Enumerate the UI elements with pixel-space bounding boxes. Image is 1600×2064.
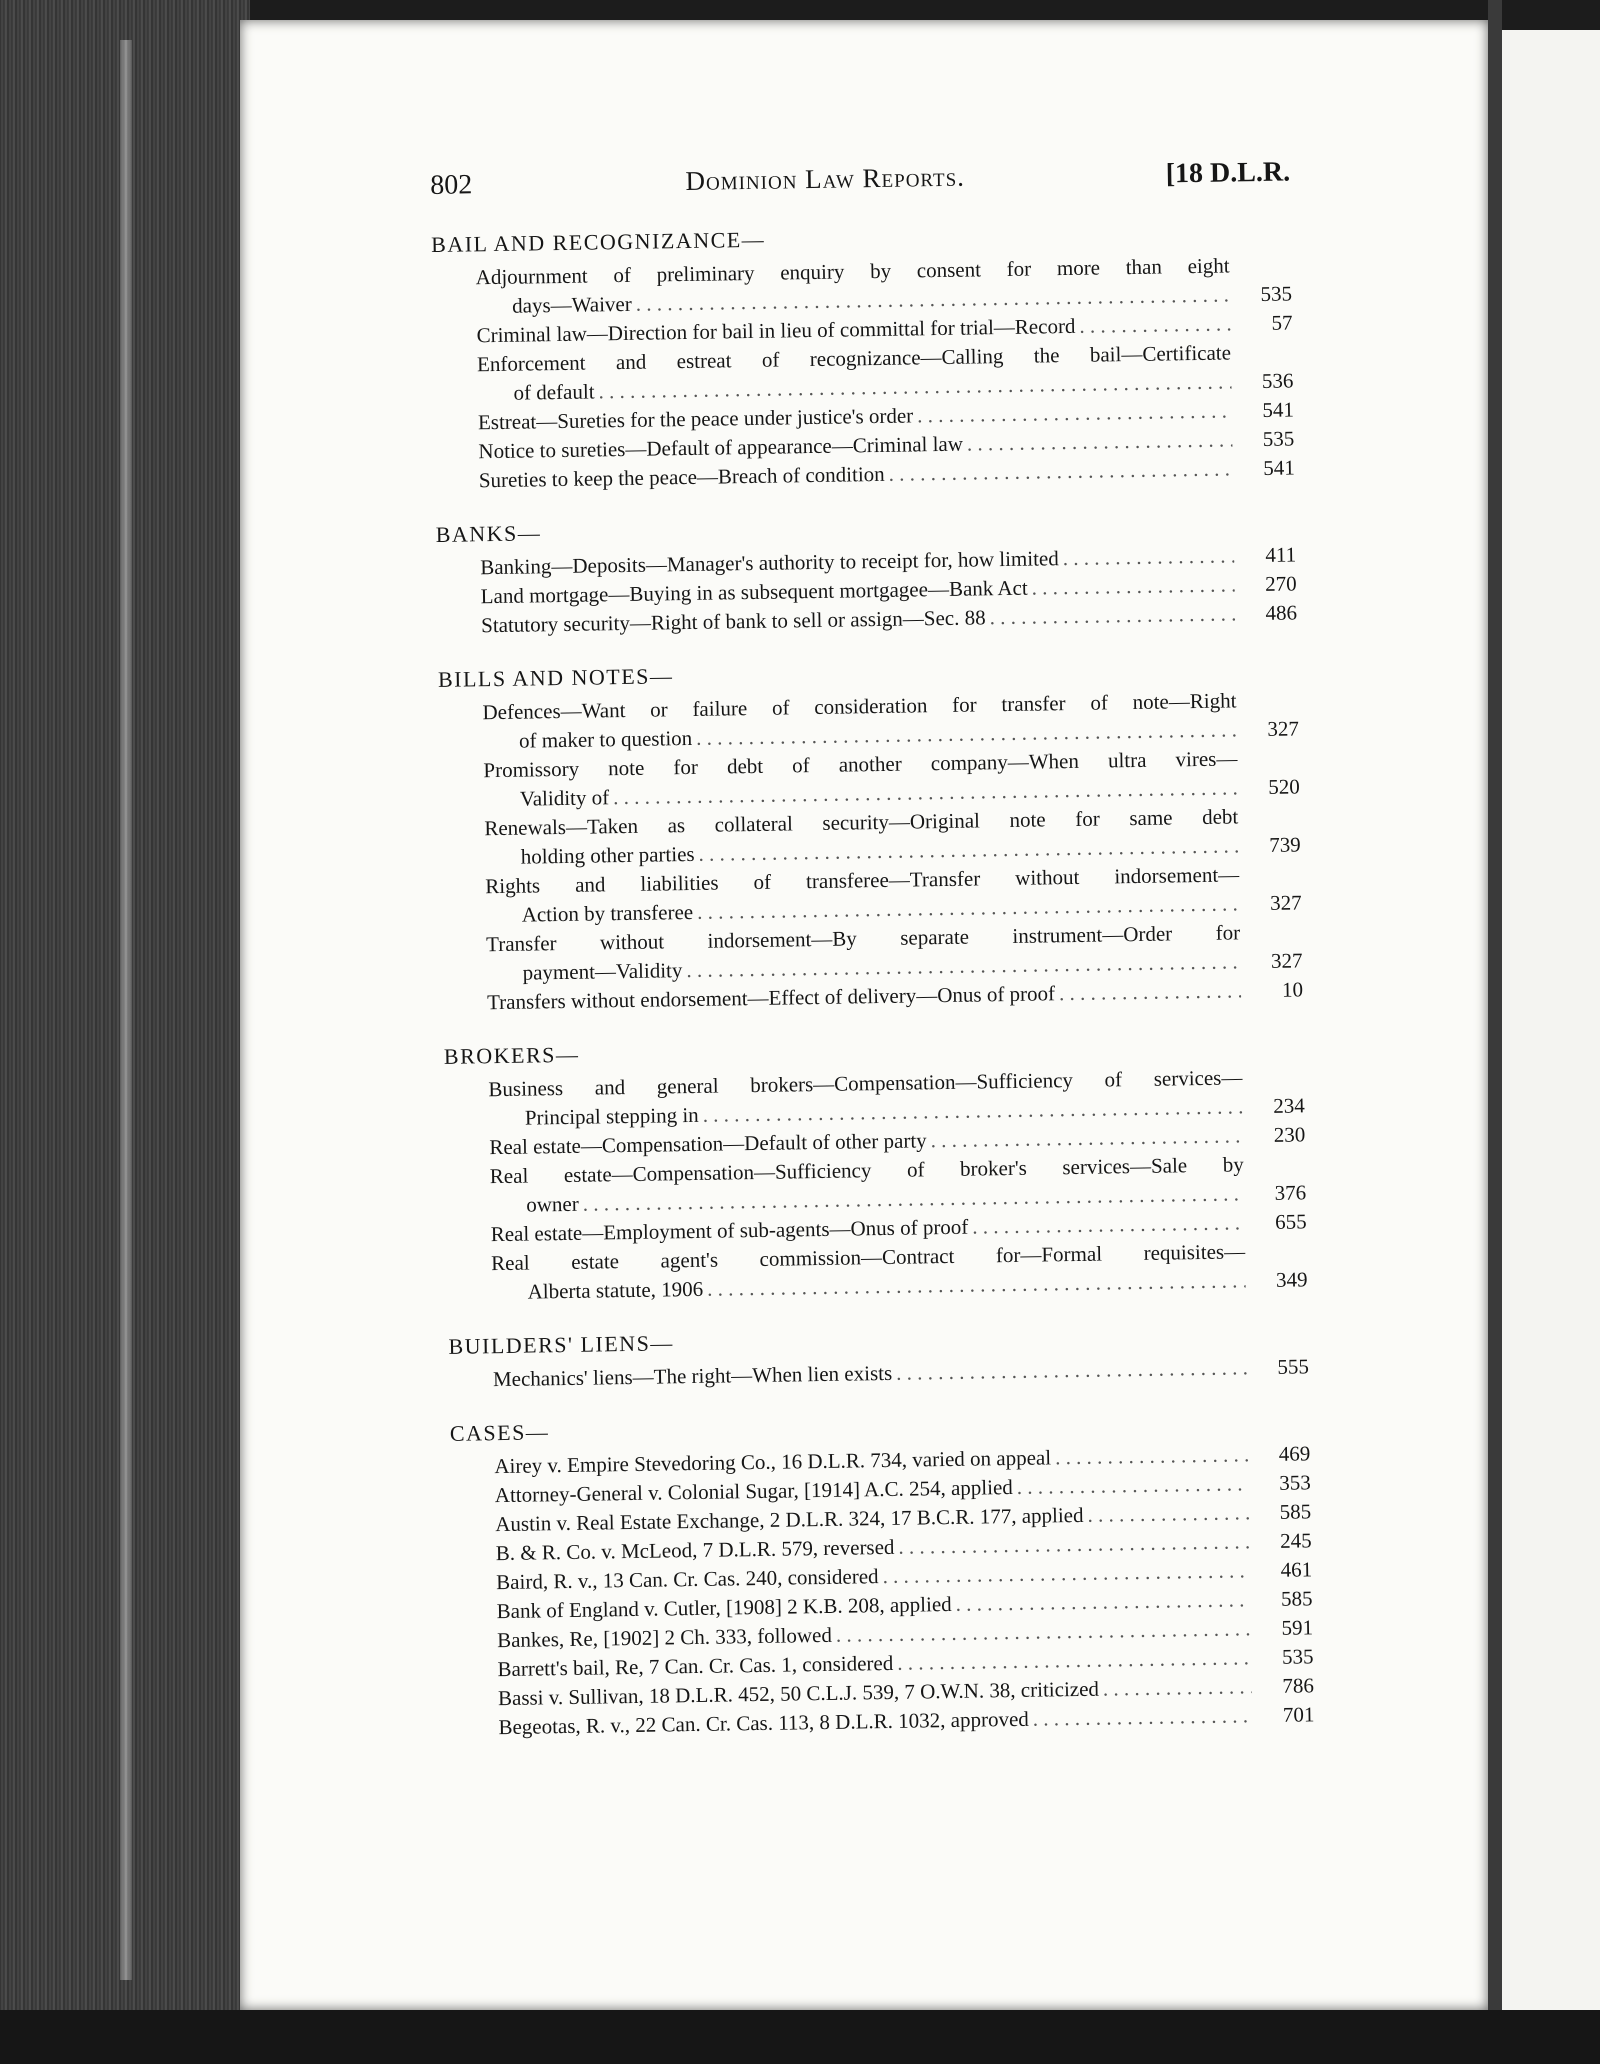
page-reference: 349 — [1275, 1267, 1308, 1292]
book-edge-highlight — [120, 40, 132, 1980]
page-reference: 585 — [1279, 1499, 1312, 1524]
dot-leader — [1079, 309, 1231, 340]
entry-text-first-line: Renewals—Taken as collateral security—Original note for same debt — [484, 804, 1239, 841]
entry-text: Begeotas, R. v., 22 Can. Cr. Cas. 113, 8 D.L.R. 1032, approved — [498, 1706, 1029, 1740]
book-page-edges — [0, 0, 250, 2064]
entry-text: Principal stepping in — [524, 1102, 699, 1130]
entry-text: Airey v. Empire Stevedoring Co., 16 D.L.R. 734, varied on appeal — [494, 1445, 1052, 1479]
page-reference: 786 — [1282, 1673, 1315, 1698]
page-reference: 327 — [1269, 890, 1302, 915]
page-reference: 411 — [1265, 542, 1297, 567]
dot-leader — [955, 1585, 1250, 1619]
entry-text: Bankes, Re, [1902] 2 Ch. 333, followed — [496, 1622, 833, 1653]
book-gutter — [1488, 0, 1502, 2064]
entry-text: Validity of — [519, 785, 610, 811]
dot-leader — [888, 454, 1233, 488]
entry-text: Baird, R. v., 13 Can. Cr. Cas. 240, considered — [496, 1564, 879, 1595]
section-heading: BAIL AND RECOGNIZANCE— — [430, 226, 766, 257]
page-reference: 535 — [1262, 426, 1295, 451]
entry-text-first-line: Defences—Want or failure of consideration for transfer of note—Right — [482, 688, 1237, 725]
page-reference: 230 — [1273, 1122, 1306, 1147]
dot-leader — [967, 425, 1233, 458]
entry-text: payment—Validity — [522, 958, 683, 985]
index-section — [431, 218, 1295, 495]
entry-text: holding other parties — [520, 841, 695, 869]
entry-text-first-line: Promissory note for debt of another company—When ultra vires— — [483, 746, 1238, 783]
index-section — [438, 653, 1303, 1017]
entry-text: Transfers without endorsement—Effect of delivery—Onus of proof — [486, 981, 1056, 1015]
entry-text-first-line: Business and general brokers—Compensation—Sufficiency of services— — [488, 1065, 1243, 1102]
page-reference: 535 — [1281, 1644, 1314, 1669]
volume-reference: [18 D.L.R. — [1165, 156, 1291, 190]
page-reference: 327 — [1267, 716, 1300, 741]
page-reference: 353 — [1279, 1470, 1311, 1495]
dot-leader — [972, 1208, 1245, 1241]
facing-page — [1502, 30, 1600, 2020]
index-section — [436, 508, 1298, 640]
dot-leader — [1063, 541, 1235, 573]
section-heading: BANKS— — [435, 520, 542, 547]
page-reference: 555 — [1277, 1354, 1310, 1379]
entry-text: Estreat—Sureties for the peace under justice's order — [477, 403, 914, 435]
section-heading: BROKERS— — [443, 1041, 580, 1069]
entry-text-first-line: Rights and liabilities of transferee—Transfer without indorsement— — [485, 862, 1240, 899]
entry-text: Sureties to keep the peace—Breach of condition — [478, 461, 885, 493]
page-reference: 701 — [1282, 1702, 1315, 1727]
page-reference: 461 — [1280, 1557, 1313, 1582]
entry-text: Notice to sureties—Default of appearance—Criminal law — [478, 431, 964, 464]
page-reference: 10 — [1281, 977, 1304, 1002]
entry-text: owner — [526, 1191, 579, 1217]
page-reference: 535 — [1260, 281, 1293, 306]
dot-leader — [1033, 1701, 1253, 1733]
page-reference: 591 — [1281, 1615, 1314, 1640]
entry-text-line — [493, 1353, 1247, 1394]
index-entry — [447, 1236, 1308, 1308]
entry-text: B. & R. Co. v. McLeod, 7 D.L.R. 579, reversed — [495, 1534, 895, 1566]
dot-leader — [989, 599, 1235, 632]
dot-leader — [896, 1353, 1247, 1388]
index-entry — [449, 1352, 1309, 1395]
index-section — [450, 1407, 1315, 1742]
entry-text-first-line: Transfer without indorsement—By separate instrument—Order for — [485, 920, 1241, 957]
section-heading: CASES— — [449, 1419, 550, 1446]
page-reference: 376 — [1274, 1180, 1307, 1205]
index-section — [448, 1320, 1309, 1395]
dot-leader — [1103, 1672, 1252, 1703]
entry-text: of maker to question — [518, 725, 693, 753]
page-reference: 486 — [1265, 600, 1298, 625]
entry-text-first-line: Enforcement and estreat of recognizance—Calling the bail—Certificate — [476, 340, 1232, 377]
entry-text: Bank of England v. Cutler, [1908] 2 K.B. 208, applied — [496, 1591, 952, 1624]
entry-text-first-line: Real estate agent's commission—Contract for—Formal requisites— — [490, 1239, 1246, 1276]
page-number: 802 — [430, 169, 473, 201]
entry-text: Alberta statute, 1906 — [527, 1276, 704, 1304]
entry-text: Barrett's bail, Re, 7 Can. Cr. Cas. 1, considered — [497, 1650, 894, 1682]
page-reference: 245 — [1279, 1528, 1312, 1553]
entry-text: Statutory security—Right of bank to sell or assign—Sec. 88 — [480, 605, 986, 638]
entry-text: Bassi v. Sullivan, 18 D.L.R. 452, 50 C.L.J. 539, 7 O.W.N. 38, criticized — [497, 1676, 1100, 1711]
scan-background — [0, 2010, 1600, 2064]
section-heading: BUILDERS' LIENS— — [448, 1330, 675, 1359]
page-reference: 57 — [1271, 310, 1293, 335]
index-section — [444, 1030, 1308, 1307]
entry-text: Criminal law—Direction for bail in lieu of committal for trial—Record — [476, 313, 1076, 348]
dot-leader — [1017, 1469, 1249, 1502]
page-content — [430, 156, 1315, 1742]
dot-leader — [1055, 1440, 1249, 1472]
entry-text: days—Waiver — [511, 291, 632, 318]
page-reference: 536 — [1261, 368, 1294, 393]
entry-text: of default — [513, 379, 595, 405]
page-reference: 739 — [1269, 832, 1301, 857]
entry-text: Real estate—Compensation—Default of other party — [489, 1128, 927, 1160]
book-title: Dominion Law Reports. — [685, 161, 966, 196]
entry-text: Action by transferee — [521, 899, 694, 927]
page-reference: 234 — [1273, 1093, 1305, 1118]
entry-text: Austin v. Real Estate Exchange, 2 D.L.R. 324, 17 B.C.R. 177, applied — [495, 1502, 1084, 1537]
section-heading: BILLS AND NOTES— — [437, 663, 674, 692]
page-reference: 327 — [1270, 948, 1303, 973]
page-reference: 541 — [1263, 455, 1295, 480]
entry-text: Attorney-General v. Colonial Sugar, [1914] A.C. 254, applied — [494, 1475, 1013, 1508]
entry-text: Land mortgage—Buying in as subsequent mortgagee—Bank Act — [480, 575, 1028, 609]
dot-leader — [1087, 1498, 1249, 1530]
page-reference: 469 — [1278, 1441, 1311, 1466]
entry-text: Mechanics' liens—The right—When lien exists — [492, 1360, 893, 1392]
entry-text: Banking—Deposits—Manager's authority to receipt for, how limited — [480, 546, 1059, 580]
dot-leader — [1031, 570, 1234, 602]
page-reference: 541 — [1262, 397, 1295, 422]
page-reference: 585 — [1280, 1586, 1313, 1611]
dot-leader — [1059, 976, 1241, 1008]
page-reference: 655 — [1274, 1209, 1307, 1234]
index-sections — [431, 218, 1315, 1742]
page-reference: 520 — [1268, 774, 1300, 799]
entry-text: Real estate—Employment of sub-agents—Onus of proof — [490, 1214, 969, 1247]
entry-text-first-line: Adjournment of preliminary enquiry by consent for more than eight — [475, 253, 1230, 290]
page-reference: 270 — [1264, 571, 1297, 596]
entry-text-first-line: Real estate—Compensation—Sufficiency of broker's services—Sale by — [489, 1152, 1244, 1189]
